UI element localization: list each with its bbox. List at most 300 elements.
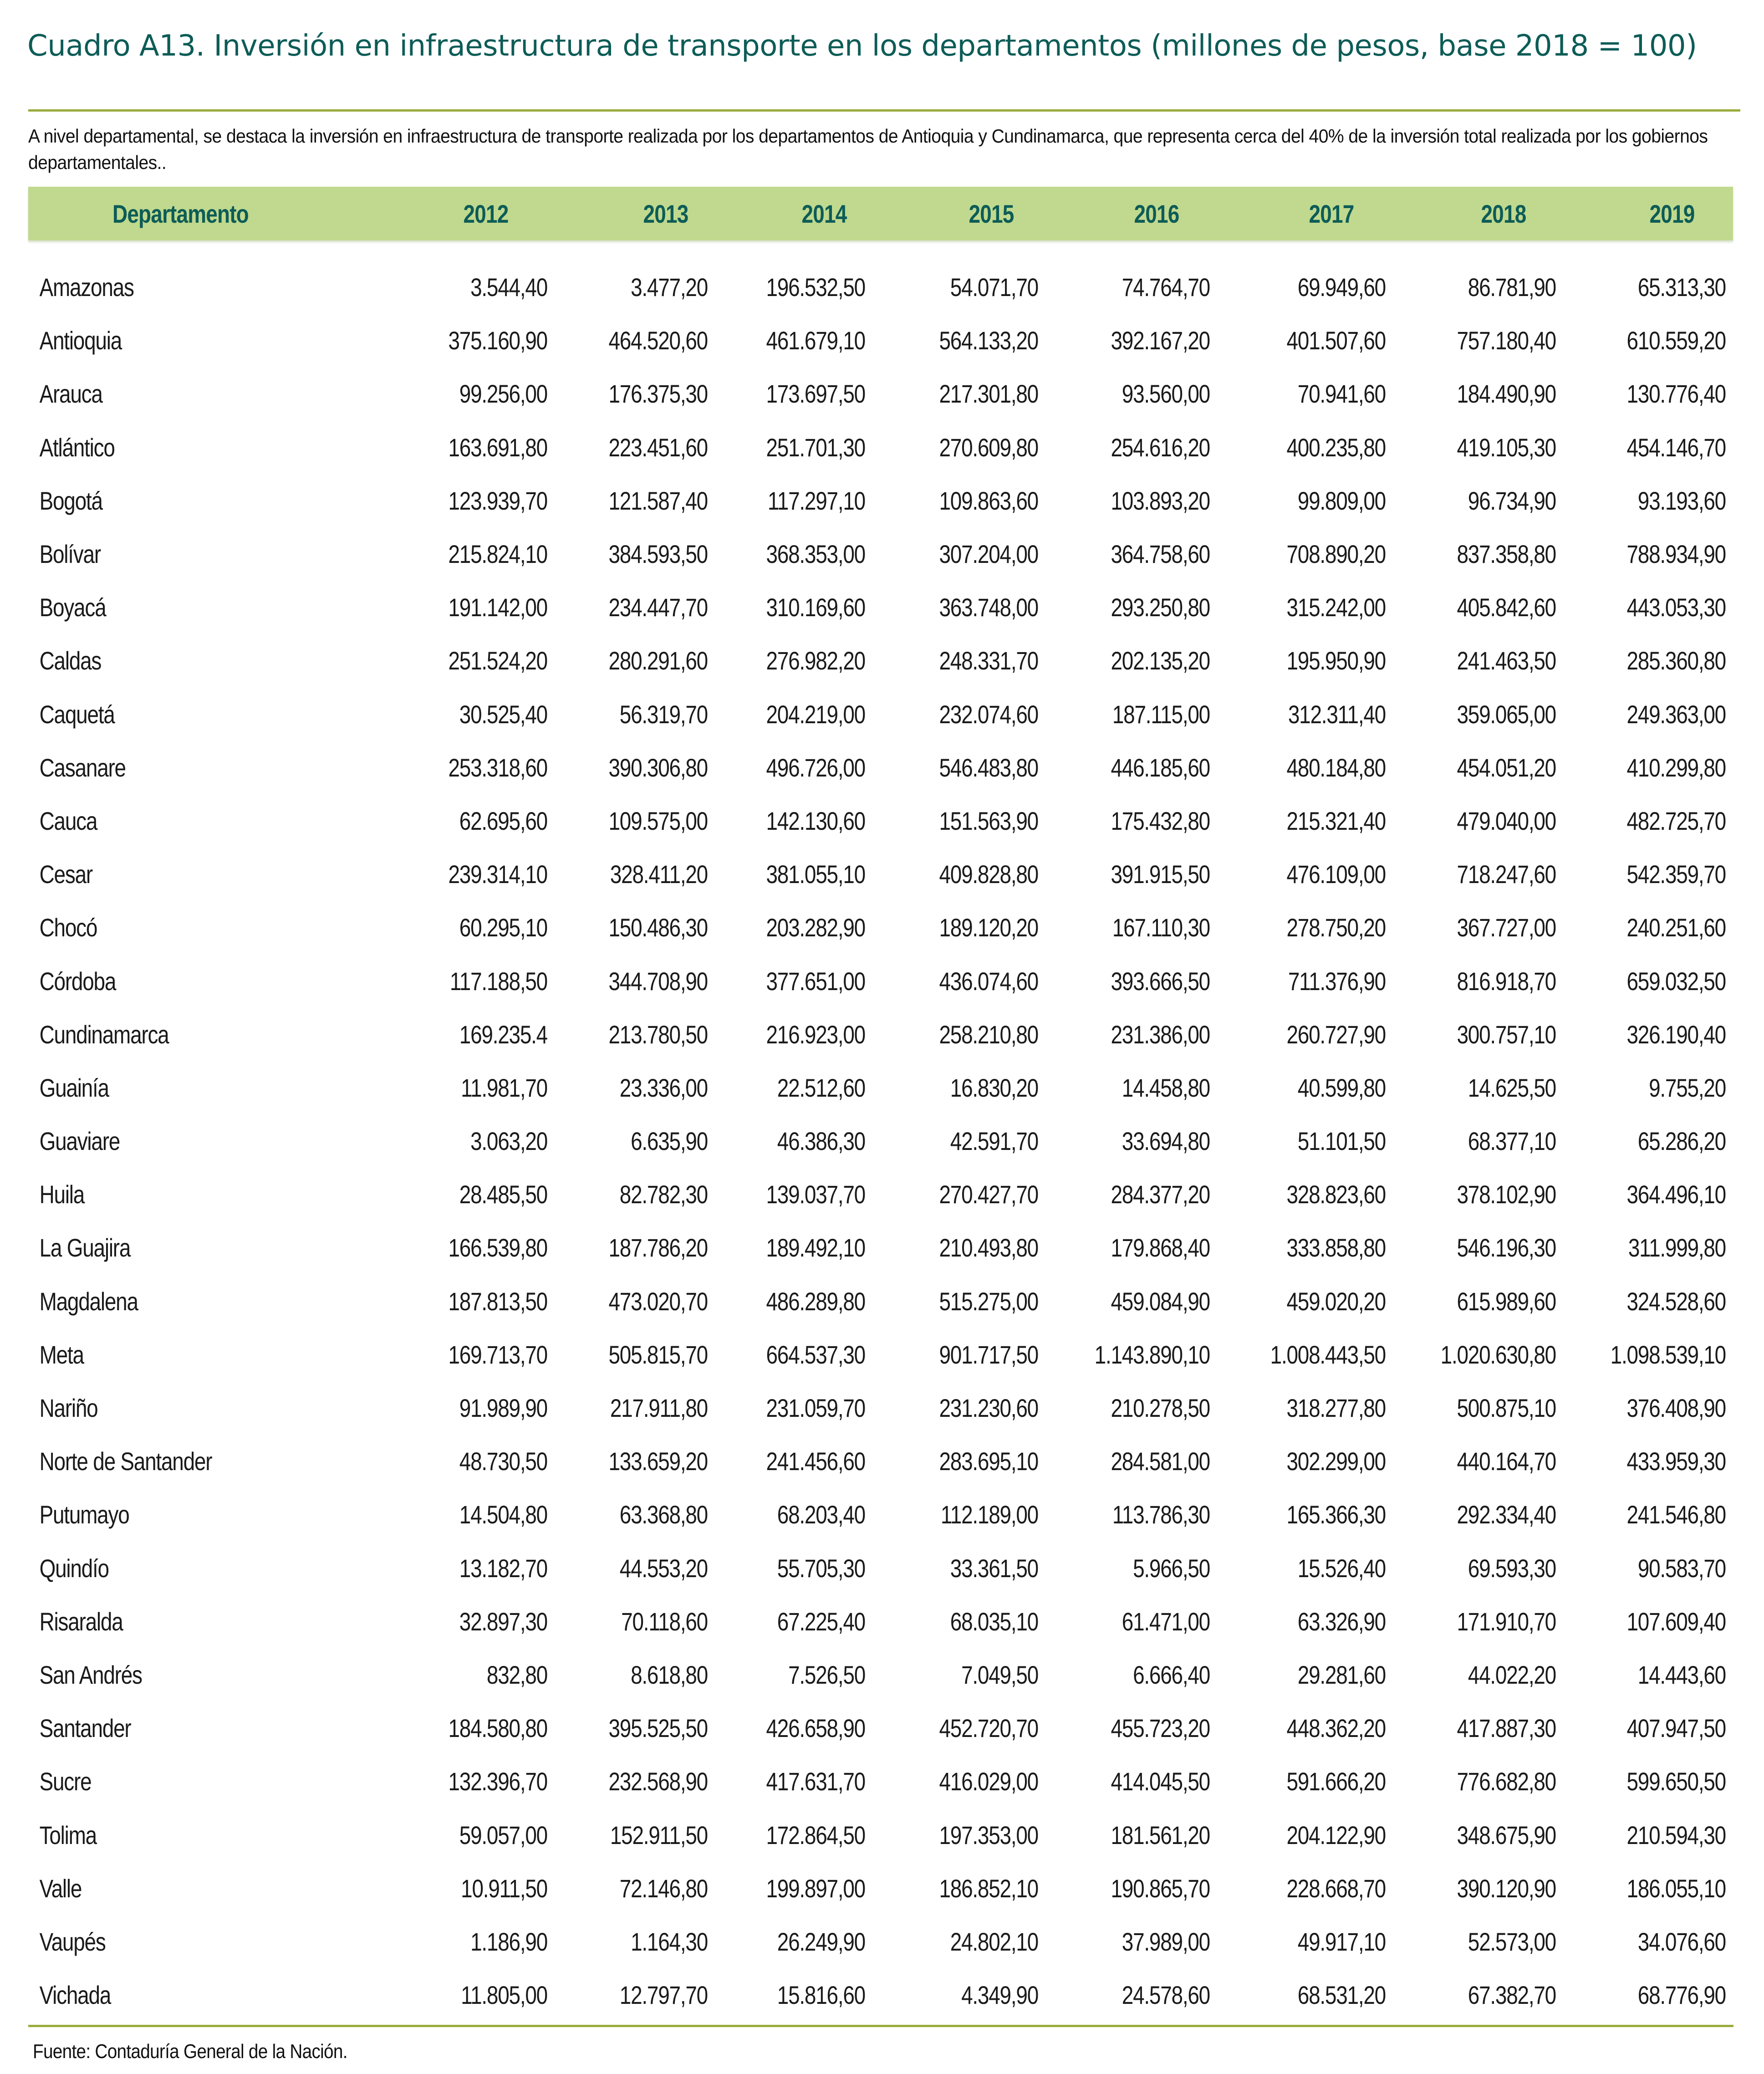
value-cell-2014: 216.923,00 (766, 1020, 865, 1049)
value-cell-2018: 417.887,30 (1457, 1714, 1556, 1743)
value-cell-2018: 44.022,20 (1468, 1660, 1556, 1689)
value-cell-2017: 49.917,10 (1297, 1927, 1386, 1956)
value-cell-2014: 461.679,10 (766, 326, 865, 355)
value-cell-2018: 454.051,20 (1457, 753, 1556, 782)
value-cell-2017: 328.823,60 (1286, 1180, 1386, 1209)
value-cell-2017: 1.008.443,50 (1270, 1340, 1386, 1369)
value-cell-2014: 15.816,60 (777, 1981, 865, 2010)
value-cell-2016: 459.084,90 (1111, 1287, 1210, 1316)
value-cell-2016: 210.278,50 (1111, 1394, 1210, 1423)
value-cell-2014: 139.037,70 (766, 1180, 865, 1209)
value-cell-2013: 505.815,70 (608, 1340, 708, 1369)
value-cell-2014: 496.726,00 (766, 753, 865, 782)
value-cell-2014: 7.526,50 (788, 1660, 865, 1689)
value-cell-2013: 187.786,20 (608, 1233, 708, 1262)
value-cell-2013: 63.368,80 (619, 1500, 708, 1529)
value-cell-2017: 278.750,20 (1286, 913, 1386, 942)
department-name: Cundinamarca (39, 1020, 169, 1049)
value-cell-2018: 479.040,00 (1457, 806, 1556, 835)
table-row (28, 581, 1733, 634)
value-cell-2012: 48.730,50 (459, 1447, 547, 1476)
value-cell-2018: 300.757,10 (1457, 1020, 1556, 1049)
table-row (28, 1755, 1733, 1808)
value-cell-2019: 443.053,30 (1626, 593, 1726, 622)
value-cell-2014: 142.130,60 (766, 806, 865, 835)
value-cell-2017: 302.299,00 (1286, 1447, 1386, 1476)
value-cell-2012: 11.981,70 (461, 1073, 547, 1102)
value-cell-2012: 184.580,80 (448, 1714, 547, 1743)
value-cell-2014: 173.697,50 (766, 379, 865, 409)
department-name: Arauca (39, 379, 102, 409)
department-name: San Andrés (39, 1660, 142, 1689)
value-cell-2017: 591.666,20 (1286, 1767, 1386, 1796)
value-cell-2015: 16.830,20 (950, 1073, 1038, 1102)
value-cell-2016: 179.868,40 (1111, 1233, 1210, 1262)
table-row (28, 261, 1733, 314)
value-cell-2015: 42.591,70 (950, 1127, 1038, 1156)
value-cell-2019: 407.947,50 (1626, 1714, 1726, 1743)
department-name: Bogotá (39, 486, 102, 515)
value-cell-2015: 232.074,60 (939, 700, 1038, 729)
value-cell-2019: 311.999,80 (1628, 1233, 1726, 1262)
value-cell-2012: 191.142,00 (448, 593, 547, 622)
value-cell-2013: 223.451,60 (608, 433, 708, 462)
value-cell-2015: 33.361,50 (950, 1553, 1038, 1583)
column-header-2018: 2018 (1481, 199, 1526, 228)
value-cell-2016: 254.616,20 (1111, 433, 1210, 462)
value-cell-2014: 196.532,50 (766, 273, 865, 302)
value-cell-2015: 564.133,20 (939, 326, 1038, 355)
department-name: Tolima (39, 1820, 97, 1849)
source-footnote: Fuente: Contaduría General de la Nación. (33, 2040, 347, 2063)
value-cell-2014: 55.705,30 (777, 1553, 865, 1583)
value-cell-2012: 14.504,80 (459, 1500, 547, 1529)
value-cell-2014: 381.055,10 (766, 860, 865, 889)
value-cell-2019: 90.583,70 (1637, 1553, 1726, 1583)
value-cell-2019: 542.359,70 (1626, 860, 1726, 889)
value-cell-2013: 150.486,30 (608, 913, 708, 942)
value-cell-2015: 197.353,00 (939, 1820, 1038, 1849)
value-cell-2015: 363.748,00 (939, 593, 1038, 622)
department-name: Antioquia (39, 326, 122, 355)
value-cell-2017: 476.109,00 (1286, 860, 1386, 889)
table-header (28, 187, 1733, 240)
value-cell-2012: 30.525,40 (459, 700, 547, 729)
table-row (28, 954, 1733, 1007)
value-cell-2012: 28.485,50 (459, 1180, 547, 1209)
table-row (28, 688, 1733, 741)
value-cell-2013: 70.118,60 (621, 1607, 708, 1636)
value-cell-2014: 251.701,30 (766, 433, 865, 462)
value-cell-2015: 4.349,90 (961, 1981, 1038, 2010)
value-cell-2014: 46.386,30 (777, 1127, 865, 1156)
value-cell-2016: 455.723,20 (1111, 1714, 1210, 1743)
value-cell-2019: 410.299,80 (1626, 753, 1726, 782)
value-cell-2017: 69.949,60 (1297, 273, 1386, 302)
value-cell-2018: 184.490,90 (1457, 379, 1556, 409)
value-cell-2017: 260.727,90 (1286, 1020, 1386, 1049)
table-row (28, 1328, 1733, 1381)
value-cell-2012: 239.314,10 (448, 860, 547, 889)
value-cell-2017: 40.599,80 (1297, 1073, 1386, 1102)
department-name: Risaralda (39, 1607, 123, 1636)
department-name: Boyacá (39, 593, 106, 622)
value-cell-2014: 189.492,10 (766, 1233, 865, 1262)
department-name: Caquetá (39, 700, 115, 729)
value-cell-2019: 433.959,30 (1626, 1447, 1726, 1476)
value-cell-2015: 452.720,70 (939, 1714, 1038, 1743)
value-cell-2013: 232.568,90 (608, 1767, 708, 1796)
value-cell-2016: 284.581,00 (1111, 1447, 1210, 1476)
value-cell-2015: 217.301,80 (939, 379, 1038, 409)
table-row (28, 848, 1733, 901)
value-cell-2019: 659.032,50 (1626, 966, 1726, 996)
value-cell-2015: 258.210,80 (939, 1020, 1038, 1049)
value-cell-2013: 6.635,90 (631, 1127, 708, 1156)
value-cell-2019: 454.146,70 (1626, 433, 1726, 462)
department-name: Magdalena (39, 1287, 138, 1316)
value-cell-2015: 409.828,80 (939, 860, 1038, 889)
value-cell-2014: 68.203,40 (777, 1500, 865, 1529)
value-cell-2017: 70.941,60 (1297, 379, 1386, 409)
department-name: Cauca (39, 806, 97, 835)
table-row (28, 367, 1733, 420)
value-cell-2018: 718.247,60 (1457, 860, 1556, 889)
department-name: Sucre (39, 1767, 92, 1796)
department-name: Córdoba (39, 966, 116, 996)
value-cell-2017: 215.321,40 (1286, 806, 1386, 835)
value-cell-2013: 3.477,20 (631, 273, 708, 302)
table-row (28, 1168, 1733, 1221)
value-cell-2015: 151.563,90 (939, 806, 1038, 835)
value-cell-2013: 234.447,70 (608, 593, 708, 622)
value-cell-2018: 390.120,90 (1457, 1874, 1556, 1903)
value-cell-2013: 23.336,00 (619, 1073, 708, 1102)
value-cell-2019: 14.443,60 (1637, 1660, 1726, 1689)
value-cell-2014: 377.651,00 (766, 966, 865, 996)
value-cell-2017: 204.122,90 (1286, 1820, 1386, 1849)
intro-paragraph: A nivel departamental, se destaca la inversión en infraestructura de transporte realizada por los departamentos de Antioquia y Cundinamarca, que representa cerca del 40% de la inversión total realizada por los gobiernos departamentales.. (28, 125, 1708, 173)
department-name: Atlántico (39, 433, 115, 462)
value-cell-2016: 103.893,20 (1111, 486, 1210, 515)
department-name: Quindío (39, 1553, 109, 1583)
value-cell-2019: 186.055,10 (1626, 1874, 1726, 1903)
table-row (28, 1221, 1733, 1274)
value-cell-2012: 166.539,80 (448, 1233, 547, 1262)
value-cell-2018: 68.377,10 (1468, 1127, 1556, 1156)
value-cell-2018: 615.989,60 (1457, 1287, 1556, 1316)
value-cell-2012: 91.989,90 (459, 1394, 547, 1423)
table-row (28, 527, 1733, 581)
value-cell-2018: 546.196,30 (1457, 1233, 1556, 1262)
value-cell-2016: 364.758,60 (1111, 540, 1210, 569)
value-cell-2013: 213.780,50 (608, 1020, 708, 1049)
value-cell-2019: 107.609,40 (1626, 1607, 1726, 1636)
value-cell-2012: 10.911,50 (461, 1874, 547, 1903)
value-cell-2013: 390.306,80 (608, 753, 708, 782)
value-cell-2015: 109.863,60 (939, 486, 1038, 515)
value-cell-2018: 419.105,30 (1457, 433, 1556, 462)
value-cell-2013: 72.146,80 (619, 1874, 708, 1903)
department-name: Chocó (39, 913, 97, 942)
value-cell-2014: 203.282,90 (766, 913, 865, 942)
table-row (28, 314, 1733, 367)
value-cell-2013: 44.553,20 (619, 1553, 708, 1583)
value-cell-2013: 280.291,60 (608, 646, 708, 675)
department-name: Meta (39, 1340, 84, 1369)
top-divider (28, 109, 1740, 112)
value-cell-2013: 344.708,90 (608, 966, 708, 996)
value-cell-2017: 165.366,30 (1286, 1500, 1386, 1529)
value-cell-2015: 189.120,20 (939, 913, 1038, 942)
value-cell-2019: 610.559,20 (1626, 326, 1726, 355)
value-cell-2012: 62.695,60 (459, 806, 547, 835)
value-cell-2018: 367.727,00 (1457, 913, 1556, 942)
value-cell-2015: 231.230,60 (939, 1394, 1038, 1423)
value-cell-2016: 5.966,50 (1133, 1553, 1210, 1583)
column-header-2015: 2015 (969, 199, 1014, 228)
bottom-divider (28, 2025, 1733, 2027)
value-cell-2019: 324.528,60 (1626, 1287, 1726, 1316)
value-cell-2017: 68.531,20 (1297, 1981, 1386, 2010)
table-row (28, 421, 1733, 474)
value-cell-2013: 109.575,00 (608, 806, 708, 835)
table-title: Cuadro A13. Inversión en infraestructura de transporte en los departamentos (millones de pesos, base 2018 = 100) (27, 29, 1697, 63)
value-cell-2019: 599.650,50 (1626, 1767, 1726, 1796)
value-cell-2014: 417.631,70 (766, 1767, 865, 1796)
value-cell-2019: 285.360,80 (1626, 646, 1726, 675)
value-cell-2017: 29.281,60 (1297, 1660, 1386, 1689)
value-cell-2012: 375.160,90 (448, 326, 547, 355)
value-cell-2016: 14.458,80 (1122, 1073, 1210, 1102)
value-cell-2012: 13.182,70 (459, 1553, 547, 1583)
value-cell-2018: 52.573,00 (1468, 1927, 1556, 1956)
value-cell-2016: 61.471,00 (1122, 1607, 1210, 1636)
value-cell-2013: 56.319,70 (619, 700, 708, 729)
department-name: Huila (39, 1180, 85, 1209)
value-cell-2017: 99.809,00 (1297, 486, 1386, 515)
department-name: Casanare (39, 753, 126, 782)
value-cell-2014: 117.297,10 (767, 486, 865, 515)
value-cell-2014: 204.219,00 (766, 700, 865, 729)
value-cell-2013: 473.020,70 (608, 1287, 708, 1316)
value-cell-2013: 328.411,20 (610, 860, 708, 889)
value-cell-2014: 276.982,20 (766, 646, 865, 675)
value-cell-2016: 414.045,50 (1111, 1767, 1210, 1796)
table-row (28, 474, 1733, 527)
investment-table (28, 187, 1733, 2022)
value-cell-2017: 333.858,80 (1286, 1233, 1386, 1262)
value-cell-2018: 96.734,90 (1468, 486, 1556, 515)
value-cell-2019: 130.776,40 (1626, 379, 1726, 409)
value-cell-2018: 757.180,40 (1457, 326, 1556, 355)
value-cell-2014: 486.289,80 (766, 1287, 865, 1316)
value-cell-2016: 24.578,60 (1122, 1981, 1210, 2010)
value-cell-2018: 816.918,70 (1457, 966, 1556, 996)
value-cell-2017: 312.311,40 (1288, 700, 1386, 729)
value-cell-2019: 65.286,20 (1637, 1127, 1726, 1156)
table-row (28, 1381, 1733, 1435)
value-cell-2015: 436.074,60 (939, 966, 1038, 996)
value-cell-2019: 376.408,90 (1626, 1394, 1726, 1423)
value-cell-2017: 448.362,20 (1286, 1714, 1386, 1743)
value-cell-2017: 401.507,60 (1286, 326, 1386, 355)
value-cell-2017: 15.526,40 (1297, 1553, 1386, 1583)
department-name: Guaviare (39, 1127, 120, 1156)
value-cell-2016: 293.250,80 (1111, 593, 1210, 622)
department-name: Amazonas (39, 273, 134, 302)
value-cell-2016: 284.377,20 (1111, 1180, 1210, 1209)
value-cell-2012: 99.256,00 (459, 379, 547, 409)
value-cell-2015: 416.029,00 (939, 1767, 1038, 1796)
value-cell-2012: 187.813,50 (448, 1287, 547, 1316)
value-cell-2016: 391.915,50 (1111, 860, 1210, 889)
value-cell-2018: 348.675,90 (1457, 1820, 1556, 1849)
value-cell-2012: 117.188,50 (449, 966, 547, 996)
value-cell-2013: 12.797,70 (619, 1981, 708, 2010)
value-cell-2012: 32.897,30 (459, 1607, 547, 1636)
value-cell-2018: 837.358,80 (1457, 540, 1556, 569)
value-cell-2016: 181.561,20 (1111, 1820, 1210, 1849)
value-cell-2015: 210.493,80 (939, 1233, 1038, 1262)
value-cell-2013: 176.375,30 (608, 379, 708, 409)
column-header-2017: 2017 (1309, 199, 1354, 228)
table-row (28, 1488, 1733, 1541)
value-cell-2016: 392.167,20 (1111, 326, 1210, 355)
table-row (28, 1808, 1733, 1861)
department-name: Valle (39, 1874, 82, 1903)
value-cell-2015: 901.717,50 (939, 1340, 1038, 1369)
value-cell-2019: 240.251,60 (1626, 913, 1726, 942)
value-cell-2014: 664.537,30 (766, 1340, 865, 1369)
value-cell-2016: 33.694,80 (1122, 1127, 1210, 1156)
table-row (28, 1915, 1733, 1968)
value-cell-2016: 37.989,00 (1122, 1927, 1210, 1956)
table-row (28, 1648, 1733, 1701)
value-cell-2016: 175.432,80 (1111, 806, 1210, 835)
value-cell-2013: 464.520,60 (608, 326, 708, 355)
value-cell-2018: 405.842,60 (1457, 593, 1556, 622)
value-cell-2016: 190.865,70 (1111, 1874, 1210, 1903)
value-cell-2017: 195.950,90 (1286, 646, 1386, 675)
department-name: Guainía (39, 1073, 109, 1102)
value-cell-2012: 215.824,10 (448, 540, 547, 569)
column-header-2019: 2019 (1649, 199, 1695, 228)
value-cell-2018: 14.625,50 (1468, 1073, 1556, 1102)
value-cell-2015: 546.483,80 (939, 753, 1038, 782)
value-cell-2013: 82.782,30 (619, 1180, 708, 1209)
value-cell-2017: 400.235,80 (1286, 433, 1386, 462)
column-header-departamento: Departamento (112, 199, 249, 228)
value-cell-2015: 515.275,00 (939, 1287, 1038, 1316)
value-cell-2013: 133.659,20 (608, 1447, 708, 1476)
value-cell-2019: 364.496,10 (1626, 1180, 1726, 1209)
department-name: Cesar (39, 860, 92, 889)
value-cell-2013: 152.911,50 (610, 1820, 708, 1849)
table-row (28, 901, 1733, 954)
department-name: Santander (39, 1714, 131, 1743)
value-cell-2018: 440.164,70 (1457, 1447, 1556, 1476)
value-cell-2014: 310.169,60 (766, 593, 865, 622)
column-header-2012: 2012 (463, 199, 509, 228)
value-cell-2019: 34.076,60 (1637, 1927, 1726, 1956)
value-cell-2016: 6.666,40 (1133, 1660, 1210, 1689)
value-cell-2018: 241.463,50 (1457, 646, 1556, 675)
value-cell-2014: 241.456,60 (766, 1447, 865, 1476)
table-row (28, 1008, 1733, 1061)
value-cell-2012: 60.295,10 (459, 913, 547, 942)
table-row (28, 1061, 1733, 1114)
value-cell-2014: 426.658,90 (766, 1714, 865, 1743)
department-name: La Guajira (39, 1233, 131, 1262)
table-row (28, 1595, 1733, 1648)
table-row (28, 1701, 1733, 1755)
value-cell-2019: 9.755,20 (1649, 1073, 1726, 1102)
value-cell-2014: 231.059,70 (766, 1394, 865, 1423)
department-name: Vaupés (39, 1927, 106, 1956)
value-cell-2015: 7.049,50 (961, 1660, 1038, 1689)
table-row (28, 741, 1733, 794)
value-cell-2018: 359.065,00 (1457, 700, 1556, 729)
department-name: Caldas (39, 646, 102, 675)
value-cell-2012: 253.318,60 (448, 753, 547, 782)
value-cell-2012: 163.691,80 (448, 433, 547, 462)
value-cell-2019: 249.363,00 (1626, 700, 1726, 729)
value-cell-2014: 199.897,00 (766, 1874, 865, 1903)
value-cell-2012: 3.063,20 (470, 1127, 547, 1156)
value-cell-2016: 74.764,70 (1122, 273, 1210, 302)
value-cell-2016: 167.110,30 (1112, 913, 1210, 942)
value-cell-2017: 711.376,90 (1288, 966, 1386, 996)
value-cell-2016: 113.786,30 (1112, 1500, 1210, 1529)
value-cell-2012: 132.396,70 (448, 1767, 547, 1796)
value-cell-2019: 210.594,30 (1626, 1820, 1726, 1849)
value-cell-2015: 24.802,10 (950, 1927, 1038, 1956)
value-cell-2012: 169.235.4 (459, 1020, 547, 1049)
table-row (28, 1435, 1733, 1488)
value-cell-2018: 1.020.630,80 (1440, 1340, 1556, 1369)
value-cell-2019: 482.725,70 (1626, 806, 1726, 835)
value-cell-2018: 378.102,90 (1457, 1180, 1556, 1209)
department-name: Nariño (39, 1394, 98, 1423)
value-cell-2014: 67.225,40 (777, 1607, 865, 1636)
department-name: Bolívar (39, 540, 101, 569)
value-cell-2013: 121.587,40 (608, 486, 708, 515)
value-cell-2013: 384.593,50 (608, 540, 708, 569)
column-header-2013: 2013 (643, 199, 688, 228)
value-cell-2019: 788.934,90 (1626, 540, 1726, 569)
value-cell-2015: 54.071,70 (950, 273, 1038, 302)
value-cell-2017: 480.184,80 (1286, 753, 1386, 782)
value-cell-2013: 395.525,50 (608, 1714, 708, 1743)
value-cell-2012: 169.713,70 (448, 1340, 547, 1369)
value-cell-2016: 393.666,50 (1111, 966, 1210, 996)
value-cell-2013: 217.911,80 (610, 1394, 708, 1423)
value-cell-2018: 171.910,70 (1457, 1607, 1556, 1636)
value-cell-2017: 459.020,20 (1286, 1287, 1386, 1316)
value-cell-2015: 270.609,80 (939, 433, 1038, 462)
table-row (28, 1275, 1733, 1328)
table-row (28, 634, 1733, 687)
value-cell-2018: 500.875,10 (1457, 1394, 1556, 1423)
department-name: Norte de Santander (39, 1447, 212, 1476)
value-cell-2013: 1.164,30 (631, 1927, 708, 1956)
value-cell-2017: 315.242,00 (1286, 593, 1386, 622)
table-row (28, 1542, 1733, 1595)
value-cell-2014: 22.512,60 (777, 1073, 865, 1102)
value-cell-2016: 231.386,00 (1111, 1020, 1210, 1049)
value-cell-2017: 318.277,80 (1286, 1394, 1386, 1423)
